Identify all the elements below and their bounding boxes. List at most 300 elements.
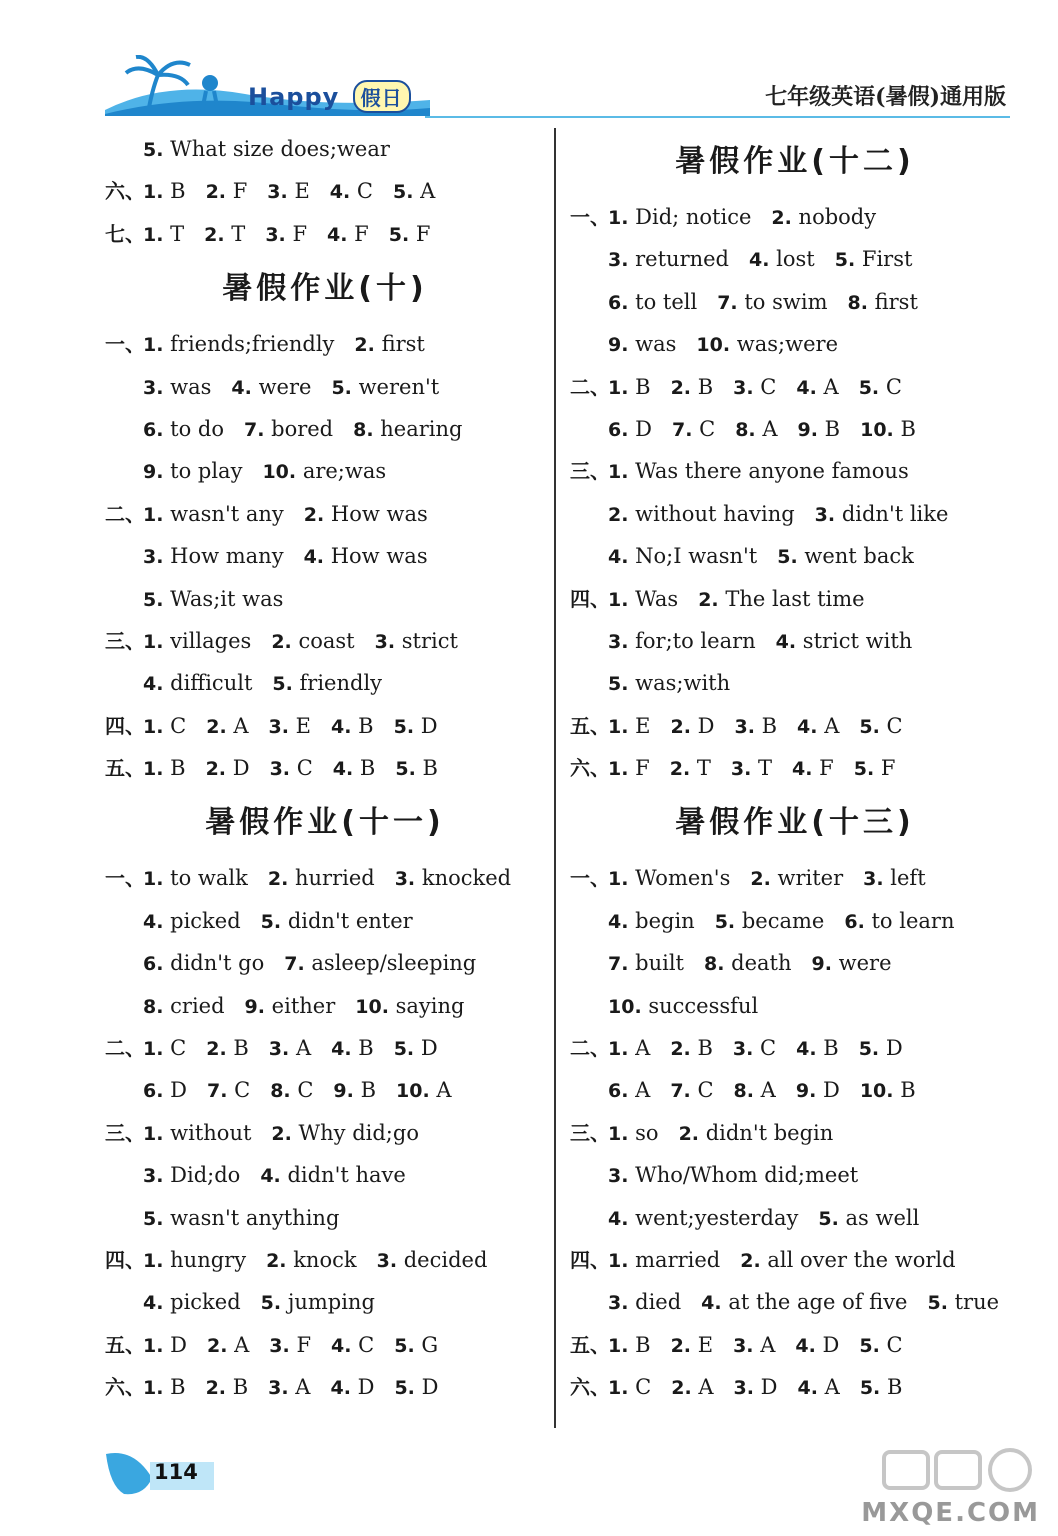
item-answer: B bbox=[358, 1036, 374, 1061]
item-answer: A bbox=[824, 1375, 840, 1400]
item-answer: writer bbox=[777, 866, 844, 891]
item-answer: F bbox=[354, 221, 369, 246]
item-answer: D bbox=[421, 1375, 439, 1400]
item-answer: D bbox=[170, 1078, 187, 1103]
item-number: 3. bbox=[863, 868, 884, 891]
item-number: 1. bbox=[608, 588, 629, 611]
item-answer: B bbox=[823, 1036, 839, 1061]
item-number: 5. bbox=[393, 1038, 415, 1061]
answer-line bbox=[105, 942, 545, 984]
answer-item bbox=[333, 1078, 376, 1102]
item-answer: A bbox=[698, 1375, 714, 1400]
answer-item bbox=[671, 1333, 713, 1357]
answer-item bbox=[715, 909, 825, 933]
item-number: 2. bbox=[670, 1334, 692, 1357]
item-number: 10. bbox=[262, 461, 297, 484]
item-number: 5. bbox=[393, 181, 414, 204]
answer-item bbox=[701, 1290, 907, 1314]
brand-text: Happy bbox=[248, 83, 340, 111]
item-answer: B bbox=[886, 1375, 903, 1400]
item-answer: knock bbox=[293, 1247, 357, 1272]
answer-line bbox=[105, 535, 545, 577]
item-number: 4. bbox=[330, 1377, 351, 1400]
item-answer: D bbox=[635, 416, 652, 441]
answer-line bbox=[570, 1281, 1020, 1323]
item-number: 2. bbox=[669, 758, 691, 781]
answer-line bbox=[570, 1239, 1020, 1281]
item-answer: C bbox=[358, 1332, 375, 1357]
answer-item bbox=[354, 332, 424, 356]
answer-item bbox=[394, 1333, 438, 1357]
item-answer: without having bbox=[635, 501, 795, 526]
item-number: 1. bbox=[608, 376, 629, 399]
item-answer: first bbox=[874, 289, 918, 314]
item-number: 4. bbox=[795, 1334, 816, 1357]
answer-item bbox=[284, 951, 476, 975]
item-number: 2. bbox=[205, 1377, 227, 1400]
answer-item bbox=[395, 866, 511, 890]
answer-item bbox=[859, 714, 902, 738]
answer-line bbox=[570, 281, 1020, 323]
section-prefix: 六、 bbox=[570, 1375, 610, 1400]
item-answer: What size does;wear bbox=[170, 137, 390, 161]
item-number: 3. bbox=[394, 868, 416, 891]
answer-item bbox=[266, 1248, 357, 1272]
item-number: 7. bbox=[608, 953, 629, 976]
section-prefix: 一、 bbox=[105, 332, 145, 357]
item-answer: D bbox=[822, 1332, 840, 1357]
answer-item bbox=[269, 1036, 311, 1060]
section-prefix: 五、 bbox=[105, 756, 145, 781]
answer-item bbox=[272, 671, 382, 695]
item-number: 1. bbox=[143, 1122, 164, 1145]
answer-item bbox=[608, 1206, 798, 1230]
answer-line bbox=[570, 1154, 1020, 1196]
item-number: 1. bbox=[143, 758, 164, 781]
section-prefix: 一、 bbox=[105, 866, 145, 891]
item-number: 2. bbox=[205, 181, 227, 204]
answer-item bbox=[143, 629, 251, 653]
item-number: 4. bbox=[331, 715, 352, 738]
item-number: 3. bbox=[608, 630, 629, 653]
item-answer: so bbox=[635, 1120, 659, 1145]
item-number: 7. bbox=[670, 1080, 691, 1103]
item-answer: B bbox=[359, 756, 376, 781]
answer-line bbox=[105, 857, 545, 899]
item-number: 5. bbox=[608, 673, 629, 696]
answer-item bbox=[608, 629, 756, 653]
item-answer: B bbox=[900, 1078, 916, 1103]
answer-item bbox=[860, 1375, 903, 1399]
item-answer: A bbox=[420, 179, 436, 204]
answer-line bbox=[105, 408, 545, 450]
answer-item bbox=[776, 629, 913, 653]
item-answer: was;with bbox=[635, 671, 731, 696]
answer-item bbox=[330, 1375, 374, 1399]
answer-item bbox=[231, 375, 311, 399]
answer-line bbox=[105, 493, 545, 535]
item-number: 2. bbox=[206, 1334, 228, 1357]
item-answer: D bbox=[232, 756, 250, 781]
answer-item bbox=[671, 375, 714, 399]
answer-item bbox=[333, 756, 376, 780]
item-number: 4. bbox=[797, 715, 818, 738]
item-answer: left bbox=[890, 866, 926, 891]
answer-item bbox=[670, 1078, 713, 1102]
item-answer: D bbox=[170, 1332, 187, 1357]
answer-line bbox=[570, 238, 1020, 280]
answer-item bbox=[859, 1333, 902, 1357]
column-divider bbox=[554, 128, 556, 1428]
item-number: 3. bbox=[265, 223, 286, 246]
answer-line bbox=[570, 857, 1020, 899]
answer-line bbox=[570, 196, 1020, 238]
item-answer: A bbox=[234, 1332, 250, 1357]
item-number: 10. bbox=[355, 995, 389, 1018]
item-answer: at the age of five bbox=[728, 1290, 908, 1315]
answer-line bbox=[570, 662, 1020, 704]
answer-item bbox=[608, 1078, 650, 1102]
item-answer: Women's bbox=[635, 866, 731, 891]
brand-logo bbox=[248, 80, 411, 113]
answer-item bbox=[143, 1163, 240, 1187]
item-number: 4. bbox=[608, 546, 629, 569]
answer-item bbox=[270, 1078, 313, 1102]
answer-item bbox=[268, 866, 375, 890]
item-number: 2. bbox=[303, 503, 325, 526]
item-number: 2. bbox=[271, 630, 292, 653]
item-answer: C bbox=[760, 374, 777, 399]
item-number: 4. bbox=[231, 376, 252, 399]
item-answer: was bbox=[635, 332, 677, 357]
item-number: 10. bbox=[859, 1080, 894, 1103]
item-answer: B bbox=[635, 1332, 651, 1357]
item-number: 1. bbox=[143, 1038, 164, 1061]
palm-tree-icon bbox=[118, 55, 228, 115]
item-answer: didn't have bbox=[287, 1163, 406, 1188]
page-number-badge bbox=[104, 1448, 224, 1498]
left-column bbox=[105, 128, 545, 1409]
answer-line bbox=[105, 1154, 545, 1196]
item-number: 6. bbox=[844, 910, 865, 933]
item-number: 8. bbox=[703, 953, 725, 976]
page-header bbox=[0, 0, 1058, 125]
answer-item bbox=[815, 502, 949, 526]
answer-item bbox=[798, 417, 841, 441]
item-number: 4. bbox=[797, 1377, 818, 1400]
answer-item bbox=[608, 587, 678, 611]
item-number: 4. bbox=[331, 1334, 352, 1357]
answer-item bbox=[844, 909, 954, 933]
answer-item bbox=[143, 332, 334, 356]
item-number: 7. bbox=[717, 291, 738, 314]
item-answer: C bbox=[356, 179, 373, 204]
item-number: 4. bbox=[749, 249, 770, 272]
item-answer: died bbox=[635, 1290, 682, 1315]
item-number: 4. bbox=[608, 910, 629, 933]
answer-item bbox=[206, 1375, 249, 1399]
answer-item bbox=[608, 1290, 681, 1314]
item-number: 3. bbox=[143, 376, 164, 399]
item-answer: built bbox=[635, 951, 684, 976]
item-number: 3. bbox=[814, 503, 836, 526]
item-answer: C bbox=[886, 1332, 903, 1357]
item-number: 10. bbox=[860, 418, 894, 441]
answer-item bbox=[608, 866, 730, 890]
section-prefix: 四、 bbox=[570, 586, 610, 611]
item-number: 6. bbox=[608, 1080, 629, 1103]
item-number: 4. bbox=[332, 758, 354, 781]
item-answer: was;were bbox=[736, 332, 838, 357]
item-answer: T bbox=[170, 221, 185, 246]
answer-line bbox=[570, 942, 1020, 984]
section-title: 暑假作业(十二) bbox=[675, 144, 915, 179]
answer-item bbox=[143, 137, 390, 161]
answer-item bbox=[206, 1036, 249, 1060]
item-number: 5. bbox=[394, 1334, 415, 1357]
answer-item bbox=[735, 417, 777, 441]
section-prefix: 四、 bbox=[570, 1247, 610, 1272]
answer-item bbox=[143, 417, 224, 441]
answer-item bbox=[670, 756, 711, 780]
item-answer: saying bbox=[395, 993, 465, 1018]
item-answer: T bbox=[758, 756, 773, 781]
item-number: 3. bbox=[730, 758, 752, 781]
answer-item bbox=[206, 714, 248, 738]
answer-item bbox=[271, 629, 354, 653]
answer-line bbox=[570, 620, 1020, 662]
item-number: 3. bbox=[267, 181, 288, 204]
answer-line bbox=[105, 620, 545, 662]
item-answer: cried bbox=[170, 993, 225, 1018]
item-answer: hurried bbox=[294, 866, 375, 891]
answer-item bbox=[608, 332, 676, 356]
item-number: 5. bbox=[714, 910, 736, 933]
item-answer: D bbox=[822, 1078, 840, 1103]
answer-item bbox=[734, 714, 777, 738]
item-number: 2. bbox=[354, 334, 375, 357]
item-answer: went;yesterday bbox=[635, 1205, 799, 1230]
item-number: 4. bbox=[775, 630, 797, 653]
answer-item bbox=[143, 714, 186, 738]
item-answer: No;I wasn't bbox=[635, 544, 758, 569]
answer-item bbox=[206, 756, 250, 780]
answer-item bbox=[734, 1375, 778, 1399]
answer-line bbox=[570, 1112, 1020, 1154]
item-number: 2. bbox=[266, 1249, 287, 1272]
item-number: 5. bbox=[818, 1207, 839, 1230]
item-number: 1. bbox=[608, 1377, 629, 1400]
answer-line bbox=[105, 128, 545, 170]
answer-line bbox=[570, 323, 1020, 365]
item-answer: without bbox=[170, 1120, 252, 1145]
item-number: 4. bbox=[329, 181, 351, 204]
item-number: 1. bbox=[143, 868, 164, 891]
answer-line bbox=[570, 900, 1020, 942]
item-number: 1. bbox=[143, 715, 164, 738]
item-number: 2. bbox=[204, 223, 225, 246]
item-number: 5. bbox=[859, 1377, 881, 1400]
item-number: 2. bbox=[267, 868, 289, 891]
item-number: 5. bbox=[394, 1377, 415, 1400]
item-answer: A bbox=[295, 1375, 311, 1400]
item-number: 5. bbox=[853, 758, 875, 781]
answer-item bbox=[207, 1078, 250, 1102]
item-number: 5. bbox=[143, 1207, 164, 1230]
item-number: 10. bbox=[608, 995, 642, 1018]
answer-item bbox=[860, 1078, 916, 1102]
answer-item bbox=[143, 671, 252, 695]
item-answer: Did;do bbox=[170, 1163, 241, 1188]
answer-item bbox=[143, 179, 186, 203]
item-number: 1. bbox=[608, 715, 629, 738]
item-answer: B bbox=[824, 416, 841, 441]
item-number: 5. bbox=[858, 1038, 880, 1061]
item-number: 2. bbox=[750, 868, 771, 891]
section-prefix: 五、 bbox=[570, 1332, 610, 1357]
item-answer: coast bbox=[298, 628, 355, 653]
item-number: 2. bbox=[670, 376, 692, 399]
section-prefix: 六、 bbox=[105, 179, 145, 204]
section-prefix: 一、 bbox=[570, 866, 610, 891]
item-answer: bored bbox=[271, 416, 334, 441]
item-answer: F bbox=[635, 756, 650, 781]
answer-item bbox=[608, 714, 650, 738]
item-number: 3. bbox=[733, 376, 754, 399]
item-answer: hearing bbox=[380, 416, 463, 441]
answer-item bbox=[795, 1333, 839, 1357]
item-answer: How was bbox=[330, 501, 428, 526]
answer-item bbox=[143, 994, 225, 1018]
answer-item bbox=[394, 1036, 438, 1060]
answer-item bbox=[796, 1036, 839, 1060]
answer-item bbox=[696, 332, 838, 356]
answer-item bbox=[394, 1375, 438, 1399]
item-answer: B bbox=[170, 179, 186, 204]
item-answer: D bbox=[357, 1375, 375, 1400]
item-number: 5. bbox=[331, 376, 352, 399]
item-number: 3. bbox=[268, 1377, 289, 1400]
answer-item bbox=[143, 1078, 187, 1102]
answer-item bbox=[143, 909, 241, 933]
item-number: 4. bbox=[331, 1038, 352, 1061]
item-answer: D bbox=[420, 713, 438, 738]
section-prefix: 六、 bbox=[105, 1375, 145, 1400]
item-answer: true bbox=[954, 1290, 1000, 1315]
item-answer: decided bbox=[403, 1247, 488, 1272]
answer-item bbox=[796, 1078, 840, 1102]
answer-item bbox=[733, 1036, 776, 1060]
section-prefix: 三、 bbox=[105, 628, 145, 653]
answer-line bbox=[105, 366, 545, 408]
answer-line bbox=[570, 985, 1020, 1027]
answer-item bbox=[396, 1078, 452, 1102]
answer-item bbox=[143, 1206, 339, 1230]
item-answer: B bbox=[232, 1375, 249, 1400]
item-number: 9. bbox=[608, 334, 629, 357]
section-prefix: 三、 bbox=[570, 459, 610, 484]
answer-line bbox=[570, 1197, 1020, 1239]
item-answer: knocked bbox=[421, 866, 512, 891]
section-title: 暑假作业(十三) bbox=[675, 805, 915, 841]
answer-line bbox=[105, 1197, 545, 1239]
item-answer: E bbox=[295, 713, 312, 738]
answer-item bbox=[270, 756, 313, 780]
item-number: 3. bbox=[608, 1165, 629, 1188]
item-answer: Was;it was bbox=[170, 586, 284, 611]
item-number: 5. bbox=[260, 910, 282, 933]
item-number: 2. bbox=[698, 588, 719, 611]
answer-line bbox=[105, 900, 545, 942]
answer-item bbox=[608, 1248, 720, 1272]
item-answer: difficult bbox=[170, 671, 253, 696]
section-prefix: 三、 bbox=[105, 1120, 145, 1145]
answer-item bbox=[670, 714, 714, 738]
item-number: 9. bbox=[797, 418, 818, 441]
item-number: 1. bbox=[143, 334, 164, 357]
answer-item bbox=[377, 1248, 488, 1272]
item-answer: B bbox=[697, 1036, 713, 1061]
item-answer: became bbox=[741, 908, 825, 933]
answer-line bbox=[570, 408, 1020, 450]
answer-item bbox=[750, 866, 843, 890]
item-number: 8. bbox=[847, 291, 868, 314]
answer-item bbox=[704, 951, 792, 975]
answer-item bbox=[608, 951, 684, 975]
answer-line bbox=[105, 1324, 545, 1366]
item-answer: A bbox=[635, 1078, 651, 1103]
item-number: 4. bbox=[143, 673, 164, 696]
answer-item bbox=[608, 544, 757, 568]
item-answer: F bbox=[880, 756, 896, 781]
item-number: 3. bbox=[734, 715, 755, 738]
answer-item bbox=[395, 756, 438, 780]
answer-item bbox=[717, 290, 827, 314]
item-answer: G bbox=[421, 1332, 439, 1357]
answer-item bbox=[143, 866, 248, 890]
answer-item bbox=[733, 1333, 775, 1357]
answer-item bbox=[854, 756, 896, 780]
answer-item bbox=[331, 375, 439, 399]
item-answer: D bbox=[885, 1036, 903, 1061]
answer-item bbox=[244, 417, 333, 441]
answer-item bbox=[608, 502, 795, 526]
item-number: 1. bbox=[608, 1122, 629, 1145]
answer-line bbox=[105, 578, 545, 620]
item-number: 5. bbox=[143, 588, 164, 611]
answer-item bbox=[143, 951, 264, 975]
answer-line bbox=[570, 1366, 1020, 1408]
section-title: 暑假作业(十) bbox=[222, 271, 428, 307]
item-answer: were bbox=[838, 951, 892, 976]
item-answer: B bbox=[697, 374, 714, 399]
item-answer: lost bbox=[776, 247, 815, 272]
answer-item bbox=[143, 587, 283, 611]
answer-item bbox=[143, 1333, 187, 1357]
item-number: 4. bbox=[143, 1292, 164, 1315]
item-answer: A bbox=[760, 1078, 776, 1103]
item-number: 3. bbox=[374, 630, 396, 653]
answer-item bbox=[265, 222, 307, 246]
item-number: 5. bbox=[388, 223, 410, 246]
answer-item bbox=[679, 1121, 834, 1145]
item-number: 1. bbox=[143, 181, 164, 204]
answer-item bbox=[818, 1206, 919, 1230]
item-number: 5. bbox=[859, 715, 880, 738]
item-answer: C bbox=[635, 1375, 652, 1400]
answer-item bbox=[260, 1163, 406, 1187]
answer-line bbox=[105, 1069, 545, 1111]
